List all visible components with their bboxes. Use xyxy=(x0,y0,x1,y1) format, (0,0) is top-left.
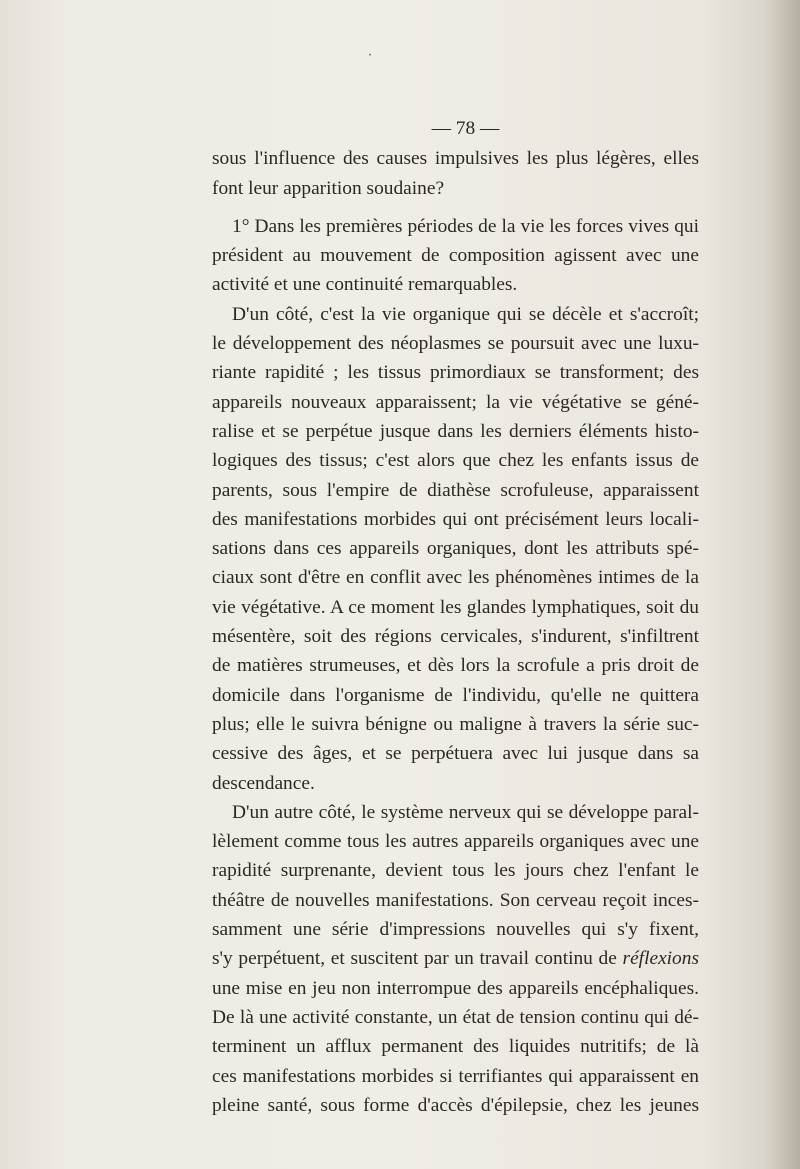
text-line: 1° Dans les premières périodes de la vie les forces vives qui xyxy=(232,215,699,237)
text-line: ciaux sont d'être en conflit avec les phénomènes intimes de la xyxy=(212,567,699,589)
text-line: descendance. xyxy=(212,772,315,794)
text-line: lèlement comme tous les autres appareils organiques avec une xyxy=(212,831,699,853)
text-line: domicile dans l'organisme de l'individu, qu'elle ne quittera xyxy=(212,684,699,706)
text-line: s'y perpétuent, et suscitent par un travail continu de réflexions xyxy=(212,948,699,970)
text-line: logiques des tissus; c'est alors que chez les enfants issus de xyxy=(212,450,699,472)
text-line: vie végétative. A ce moment les glandes lymphatiques, soit du xyxy=(212,596,699,618)
page-text xyxy=(212,114,699,1120)
text-line: D'un autre côté, le système nerveux qui se développe paral- xyxy=(232,801,699,823)
text-line: sous l'influence des causes impulsives les plus légères, elles xyxy=(212,148,699,170)
paragraph-3 xyxy=(212,300,699,798)
text-line: appareils nouveaux apparaissent; la vie végétative se géné- xyxy=(212,391,699,413)
text-line: ces manifestations morbides si terrifiantes qui apparaissent en xyxy=(212,1065,699,1087)
text-line: le développement des néoplasmes se poursuit avec une luxu- xyxy=(212,333,699,355)
text-line: riante rapidité ; les tissus primordiaux se transforment; des xyxy=(212,362,699,384)
text-line: théâtre de nouvelles manifestations. Son cerveau reçoit inces- xyxy=(212,889,699,911)
ink-speck: · xyxy=(368,48,373,63)
text-line: des manifestations morbides qui ont précisément leurs locali- xyxy=(212,508,699,530)
paragraph-2 xyxy=(212,212,699,300)
text-line: cessive des âges, et se perpétuera avec lui jusque dans sa xyxy=(212,743,699,765)
text-line: une mise en jeu non interrompue des appareils encéphaliques. xyxy=(212,977,699,999)
text-line: font leur apparition soudaine? xyxy=(212,177,445,199)
text-line: D'un côté, c'est la vie organique qui se décèle et s'accroît; xyxy=(232,303,699,325)
text-line: rapidité surprenante, devient tous les jours chez l'enfant le xyxy=(212,860,699,882)
paragraph-1 xyxy=(212,144,699,203)
italic-word: réflexions xyxy=(622,948,699,970)
page-number: — 78 — xyxy=(431,118,500,139)
text-line: parents, sous l'empire de diathèse scrofuleuse, apparaissent xyxy=(212,479,699,501)
text-line: activité et une continuité remarquables. xyxy=(212,274,518,296)
text-line: De là une activité constante, un état de tension continu qui dé- xyxy=(212,1006,699,1028)
text-line: plus; elle le suivra bénigne ou maligne à travers la série suc- xyxy=(212,713,699,735)
paragraph-4 xyxy=(212,798,699,1120)
text-line: de matières strumeuses, et dès lors la scrofule a pris droit de xyxy=(212,655,699,677)
page-edge-shadow xyxy=(764,0,800,1169)
text-line: ralise et se perpétue jusque dans les derniers éléments histo- xyxy=(212,420,699,442)
text-line: pleine santé, sous forme d'accès d'épilepsie, chez les jeunes xyxy=(212,1094,699,1116)
text-line: sations dans ces appareils organiques, dont les attributs spé- xyxy=(212,538,699,560)
text-line: samment une série d'impressions nouvelles qui s'y fixent, xyxy=(212,919,699,941)
text-line: mésentère, soit des régions cervicales, s'indurent, s'infiltrent xyxy=(212,626,699,648)
text-line: président au mouvement de composition agissent avec une xyxy=(212,245,699,267)
text-line: terminent un afflux permanent des liquides nutritifs; de là xyxy=(212,1036,699,1058)
